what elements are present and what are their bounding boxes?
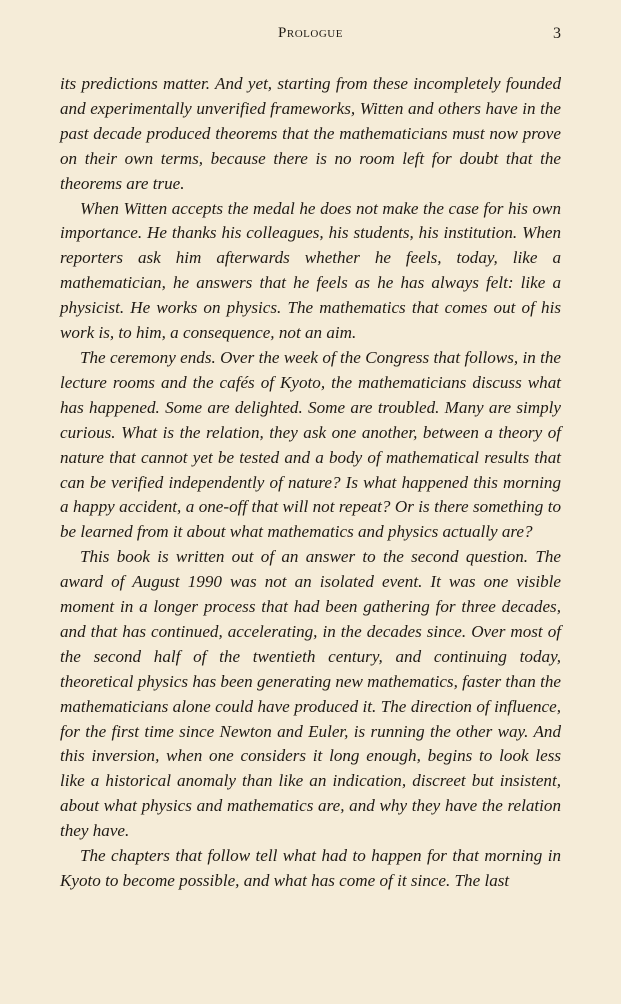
paragraph: The ceremony ends. Over the week of the Congress that follows, in the lecture rooms and the cafés of Kyoto, the mathematicians discuss what has happened. Some are delighted. Some are troubled. Many are simply curious. What is the relation, they ask one another, between a theory of nature that cannot yet be tested and a body of mathematical results that can be verified independently of nature? Is what happened this morning a happy accident, a one-off that will not repeat? Or is there something to be learned from it about what mathematics and physics actually are? <box>60 347 561 542</box>
paragraph: The chapters that follow tell what had to happen for that morning in Kyoto to become possible, and what has come of it since. The last <box>60 846 561 890</box>
paragraph: its predictions matter. And yet, starting from these incompletely founded and experimentally unverified frameworks, Witten and others have in the past decade produced theorems that the mathematicians must now prove on their own terms, because there is no room left for doubt that the theorems are true. <box>60 74 561 193</box>
paragraph: When Witten accepts the medal he does not make the case for his own importance. He thanks his colleagues, his students, his institution. When reporters ask him afterwards whether he feels, today, like a mathematician, he answers that he feels as he has always felt: like a physicist. He works on physics. The mathematics that comes out of his work is, to him, a consequence, not an aim. <box>60 198 561 343</box>
paragraph: This book is written out of an answer to the second question. The award of August 1990 was not an isolated event. It was one visible moment in a longer process that had been gathering for three decades, and that has continued, accelerating, in the decades since. Over most of the second half of the twentieth century, and continuing today, theoretical physics has been generating new mathematics, faster than the mathematicians alone could have produced it. The direction of influence, for the first time since Newton and Euler, is running the other way. And this inversion, when one considers it long enough, begins to look less like a historical anomaly than like an indication, discreet but insistent, about what physics and mathematics are, and why they have the relation they have. <box>60 547 561 841</box>
running-head <box>60 25 561 47</box>
page-number: 3 <box>553 25 561 42</box>
running-title: Prologue <box>278 25 343 41</box>
body-text <box>60 72 561 894</box>
